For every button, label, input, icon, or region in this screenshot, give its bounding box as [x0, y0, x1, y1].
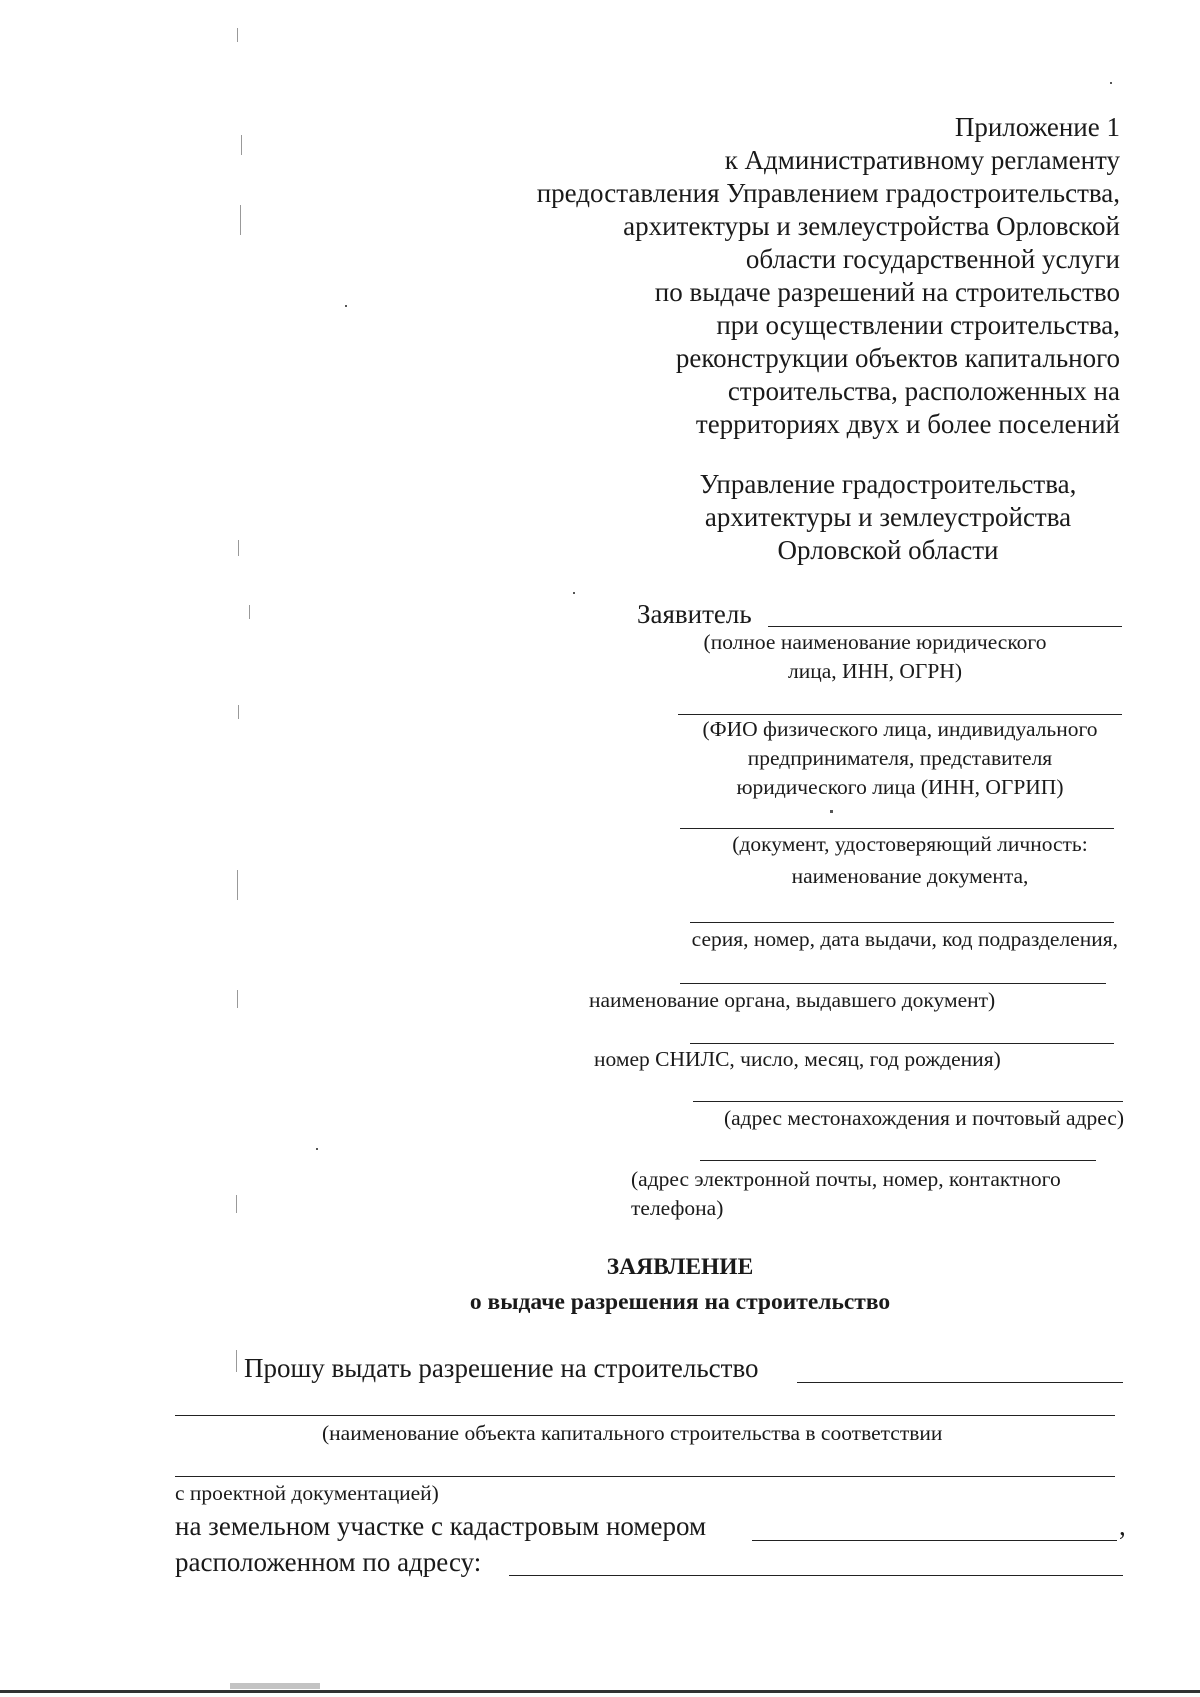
applicant-hint-address: (адрес местонахождения и почтовый адрес) [723, 1106, 1124, 1130]
appendix-line-10: территориях двух и более поселений [695, 409, 1120, 439]
recipient-line-3: Орловской области [777, 535, 999, 565]
applicant-doc-issuer-field[interactable] [680, 983, 1106, 984]
appendix-line-6: по выдаче разрешений на строительство [654, 277, 1120, 307]
statement-subtitle: о выдаче разрешения на строительство [469, 1289, 891, 1315]
scan-mark [236, 1195, 237, 1213]
scan-speck [830, 810, 833, 813]
appendix-line-5: области государственной услуги [745, 244, 1120, 274]
scan-mark [238, 540, 239, 556]
request-label: Прошу выдать разрешение на строительство [244, 1353, 759, 1383]
applicant-hint-person-1: (ФИО физического лица, индивидуального [702, 717, 1098, 741]
recipient-line-2: архитектуры и землеустройства [704, 502, 1072, 532]
scan-speck [573, 592, 575, 594]
applicant-hint-contact-2: телефона) [631, 1196, 724, 1220]
applicant-hint-doc-1: (документ, удостоверяющий личность: [732, 832, 1088, 856]
applicant-label: Заявитель [637, 599, 752, 629]
applicant-hint-legal-2: лица, ИНН, ОГРН) [788, 659, 962, 683]
scan-mark [249, 605, 250, 619]
appendix-line-3: предоставления Управлением градостроительства, [536, 178, 1120, 208]
scan-mark [237, 870, 238, 900]
object-name-field-2[interactable] [175, 1476, 1115, 1477]
appendix-line-7: при осуществлении строительства, [716, 310, 1120, 340]
scan-speck [1110, 82, 1112, 84]
applicant-hint-contact-1: (адрес электронной почты, номер, контактного [631, 1167, 1061, 1191]
applicant-hint-person-3: юридического лица (ИНН, ОГРИП) [736, 775, 1064, 799]
applicant-name-field[interactable] [768, 626, 1122, 627]
appendix-line-8: реконструкции объектов капитального [675, 343, 1120, 373]
scan-speck [345, 305, 347, 307]
scan-mark [237, 28, 238, 42]
applicant-person-field[interactable] [678, 714, 1122, 715]
appendix-line-2: к Административному регламенту [724, 145, 1120, 175]
applicant-id-document-field[interactable] [680, 828, 1114, 829]
object-hint-1: (наименование объекта капитального строительства в соответствии [322, 1421, 943, 1445]
scan-mark [237, 990, 238, 1008]
applicant-hint-doc-4: наименование органа, выдавшего документ) [589, 988, 996, 1012]
applicant-contact-field[interactable] [700, 1160, 1096, 1161]
object-name-field[interactable] [175, 1415, 1115, 1416]
applicant-hint-person-2: предпринимателя, представителя [747, 746, 1053, 770]
scan-mark [238, 705, 239, 719]
applicant-hint-legal-1: (полное наименование юридического [703, 630, 1047, 654]
applicant-snils-field[interactable] [690, 1043, 1114, 1044]
applicant-address-field[interactable] [693, 1101, 1123, 1102]
scan-smudge [230, 1683, 320, 1689]
scan-speck [316, 1148, 318, 1150]
applicant-hint-snils: номер СНИЛС, число, месяц, год рождения) [594, 1047, 1001, 1071]
applicant-hint-doc-2: наименование документа, [791, 864, 1029, 888]
appendix-line-9: строительства, расположенных на [727, 376, 1120, 406]
appendix-line-4: архитектуры и землеустройства Орловской [623, 211, 1120, 241]
cadastral-number-field[interactable] [752, 1540, 1117, 1541]
construction-object-field[interactable] [797, 1382, 1123, 1383]
applicant-hint-doc-3: серия, номер, дата выдачи, код подразделения, [691, 927, 1118, 951]
applicant-doc-series-field[interactable] [690, 922, 1114, 923]
scan-mark [240, 205, 241, 235]
cadastral-label: на земельном участке с кадастровым номером [175, 1511, 707, 1541]
statement-title: ЗАЯВЛЕНИЕ [606, 1254, 754, 1280]
scan-mark [241, 135, 242, 155]
land-address-field[interactable] [509, 1575, 1123, 1576]
scan-bottom-edge [0, 1690, 1200, 1693]
recipient-line-1: Управление градостроительства, [699, 469, 1077, 499]
cadastral-comma: , [1119, 1511, 1126, 1541]
object-hint-2: с проектной документацией) [175, 1481, 439, 1505]
appendix-line-1: Приложение 1 [954, 112, 1120, 142]
scan-mark [236, 1350, 237, 1372]
address-label: расположенном по адресу: [175, 1547, 482, 1577]
